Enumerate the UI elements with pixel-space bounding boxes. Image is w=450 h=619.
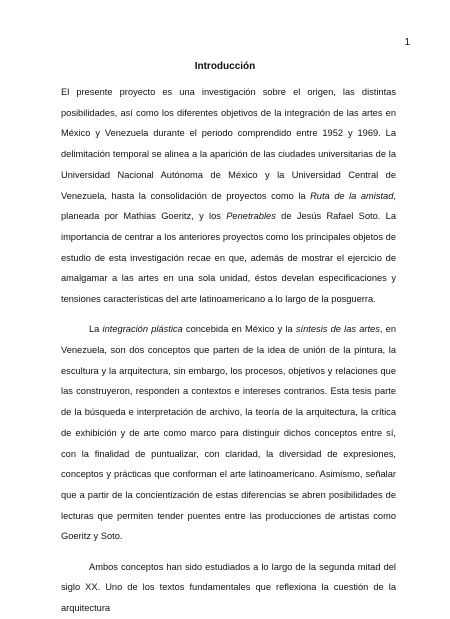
text-segment: Ambos conceptos han sido estudiados a lo largo de la segunda mitad del siglo XX. Uno de los textos fundamentales que reflexiona la cuestión de la arquitectura — [61, 561, 396, 614]
text-segment: , en Venezuela, son dos conceptos que parten de la idea de unión de la pintura, la escultura y la arquitectura, sin embargo, los procesos, objetivos y relaciones que las construyeron, responden a contextos e intereses contrarios. Esta tesis parte de la búsqueda e interpretación de archivo, la teoría de la arquitectura, la crítica de exhibición y de arte como marco para distinguir dichos conceptos entre sí, con la finalidad de puntualizar, con claridad, la diversidad de expresiones, conceptos y prácticas que conforman el arte latinoamericano. Asimismo, señalar que a partir de la concientización de estas diferencias se abren posibilidades de lecturas que permiten tender puentes entre las producciones de artistas como Goeritz y Soto. — [61, 324, 396, 542]
document-body — [61, 82, 396, 619]
text-segment: de Jesús Rafael Soto. La importancia de centrar a los anteriores proyectos como los principales objetos de estudio de esta investigación recae en que, además de mostrar el ejercicio de amalgamar a las artes en una sola unidad, éstos develan especificaciones y tensiones características del arte latinoamericano a lo largo de la posguerra. — [61, 211, 396, 305]
page-number: 1 — [404, 37, 410, 48]
text-segment: concebida en México y la — [182, 324, 296, 335]
text-segment: El presente proyecto es una investigación sobre el origen, las distintas posibilidades, así como los diferentes objetivos de la integración de las artes en México y Venezuela durante el periodo comprendido entre 1952 y 1969. La delimitación temporal se alinea a la aparición de las ciudades universitarias de la Universidad Nacional Autónoma de México y la Universidad Central de Venezuela, hasta la consolidación de proyectos como la — [61, 87, 396, 201]
italic-text-segment: Ruta de la amistad — [310, 190, 394, 201]
text-segment: , planeada por Mathias Goeritz, y los — [61, 190, 396, 222]
italic-text-segment: integración plástica — [102, 324, 183, 335]
text-segment: La — [89, 324, 103, 335]
paragraph-3 — [61, 557, 396, 619]
paragraph-1 — [61, 82, 396, 310]
page-title: Introducción — [194, 61, 256, 72]
paragraph-2 — [61, 319, 396, 547]
italic-text-segment: síntesis de las artes — [295, 324, 380, 335]
italic-text-segment: Penetrables — [226, 211, 276, 222]
